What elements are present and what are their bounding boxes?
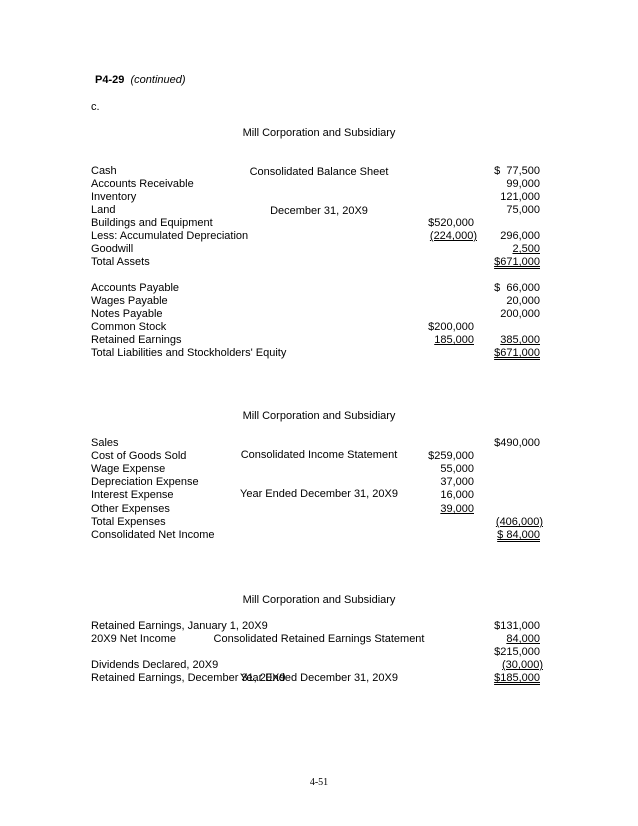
row-label: Total Expenses <box>91 516 166 528</box>
row-subtotal: (224,000) <box>429 230 477 242</box>
row-value: 84,000 <box>506 633 540 645</box>
statement-date: Year Ended December 31, 20X9 <box>240 672 398 684</box>
row-label: Cost of Goods Sold <box>91 450 187 462</box>
row-label: Retained Earnings <box>91 334 182 346</box>
statement-date: Year Ended December 31, 20X9 <box>240 488 398 500</box>
row-value: (406,000) <box>495 516 543 528</box>
income-statement-title <box>214 384 424 514</box>
row-value: $671,000 <box>494 256 540 268</box>
row-label: Wage Expense <box>91 463 166 475</box>
row-label: Retained Earnings, January 1, 20X9 <box>91 620 268 632</box>
company-name: Mill Corporation and Subsidiary <box>242 127 396 139</box>
page-number: 4-51 <box>309 777 329 788</box>
row-subtotal: 55,000 <box>440 463 474 475</box>
row-label: Retained Earnings, December 31, 20X9 <box>91 672 286 684</box>
row-label: Buildings and Equipment <box>91 217 213 229</box>
statement-name: Consolidated Balance Sheet <box>249 166 389 178</box>
row-value: 296,000 <box>500 230 540 242</box>
row-subtotal: 185,000 <box>434 334 474 346</box>
row-value: 20,000 <box>506 295 540 307</box>
row-value: 385,000 <box>500 334 540 346</box>
row-label: Dividends Declared, 20X9 <box>91 659 219 671</box>
row-value: 2,500 <box>512 243 540 255</box>
row-value: $490,000 <box>494 437 540 449</box>
row-label: Goodwill <box>91 243 134 255</box>
balance-sheet-title <box>214 101 424 231</box>
part-label: c. <box>91 101 100 113</box>
row-subtotal: 16,000 <box>440 489 474 501</box>
continued-label: (continued) <box>130 74 186 86</box>
company-name: Mill Corporation and Subsidiary <box>242 410 396 422</box>
row-subtotal: $520,000 <box>428 217 474 229</box>
row-subtotal: 39,000 <box>440 503 474 515</box>
row-value: 75,000 <box>506 204 540 216</box>
row-label: Total Assets <box>91 256 150 268</box>
problem-number: P4-29 <box>95 74 125 86</box>
row-subtotal: $259,000 <box>428 450 474 462</box>
row-value: $131,000 <box>494 620 540 632</box>
statement-name: Consolidated Retained Earnings Statement <box>213 633 425 645</box>
row-label: Depreciation Expense <box>91 476 199 488</box>
row-value: $215,000 <box>494 646 540 658</box>
row-label: Common Stock <box>91 321 167 333</box>
row-label: Accounts Receivable <box>91 178 194 190</box>
row-value: (30,000) <box>502 659 543 671</box>
statement-date: December 31, 20X9 <box>270 205 368 217</box>
row-label: Interest Expense <box>91 489 174 501</box>
row-subtotal: $200,000 <box>428 321 474 333</box>
row-value: 99,000 <box>506 178 540 190</box>
statement-name: Consolidated Income Statement <box>240 449 398 461</box>
row-value: $ 66,000 <box>494 282 540 294</box>
row-label: Cash <box>91 165 117 177</box>
row-label: Sales <box>91 437 119 449</box>
row-label: Total Liabilities and Stockholders' Equity <box>91 347 287 359</box>
row-value: $671,000 <box>494 347 540 359</box>
row-label: Wages Payable <box>91 295 168 307</box>
problem-heading <box>95 74 186 87</box>
row-label: Less: Accumulated Depreciation <box>91 230 249 242</box>
row-label: Other Expenses <box>91 503 170 515</box>
row-label: Accounts Payable <box>91 282 180 294</box>
row-label: 20X9 Net Income <box>91 633 176 645</box>
row-label: Inventory <box>91 191 137 203</box>
row-value: 200,000 <box>500 308 540 320</box>
row-label: Land <box>91 204 116 216</box>
row-value: 121,000 <box>500 191 540 203</box>
row-subtotal: 37,000 <box>440 476 474 488</box>
row-label: Consolidated Net Income <box>91 529 215 541</box>
row-label: Notes Payable <box>91 308 163 320</box>
row-value: $ 84,000 <box>497 529 540 541</box>
company-name: Mill Corporation and Subsidiary <box>242 594 396 606</box>
row-value: $185,000 <box>494 672 540 684</box>
row-value: $ 77,500 <box>494 165 540 177</box>
